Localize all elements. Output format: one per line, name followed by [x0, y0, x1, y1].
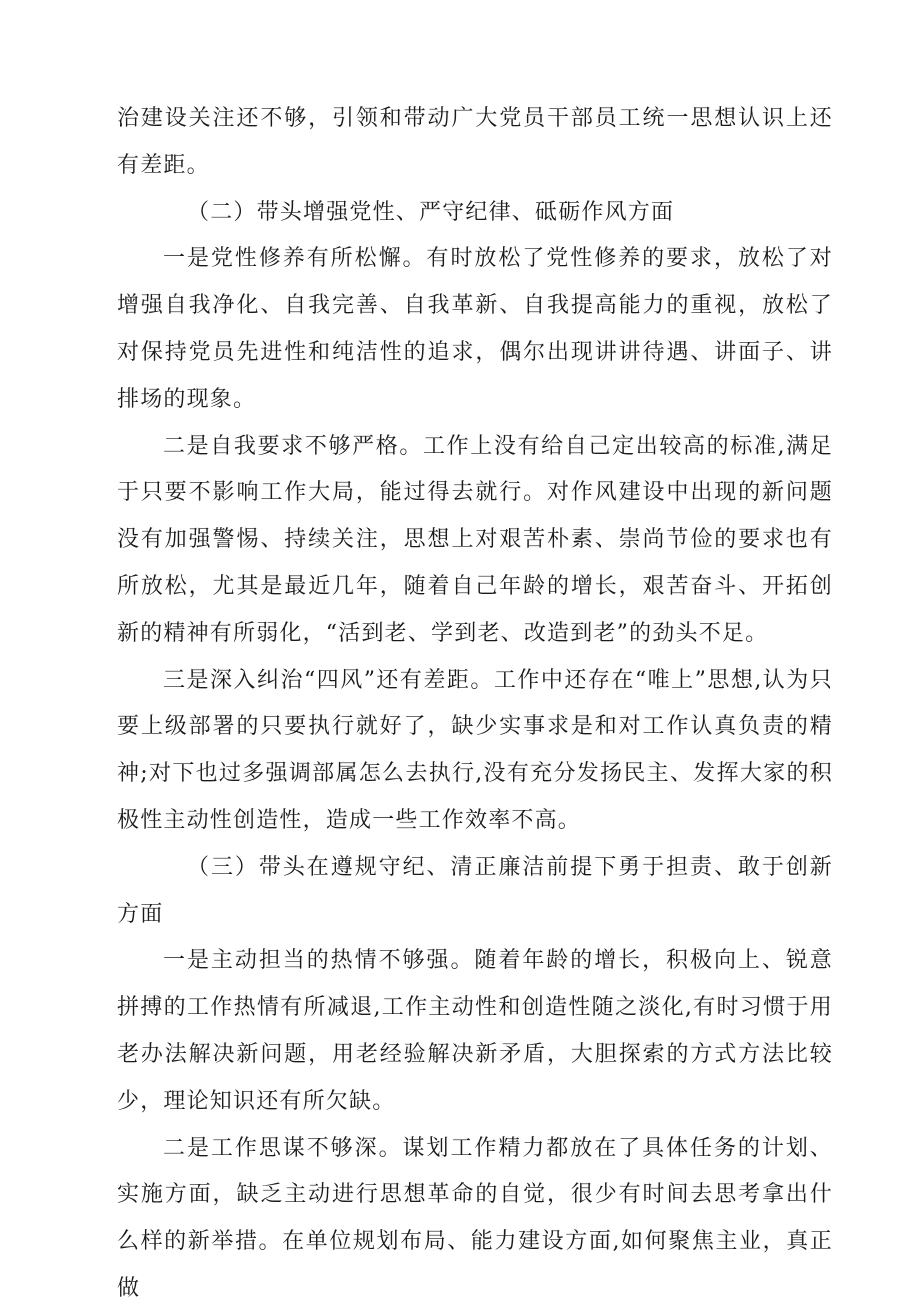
section-heading-2: （二）带头增强党性、严守纪律、砥砺作风方面 [187, 199, 675, 225]
document-page [117, 96, 833, 1313]
body-paragraph: 一是党性修养有所松懈。有时放松了党性修养的要求，放松了对增强自我净化、自我完善、自我革新、自我提高能力的重视，放松了对保持党员先进性和纯洁性的追求，偶尔出现讲讲待遇、讲面子、讲排场的现象。 [117, 246, 833, 412]
body-paragraph: 一是主动担当的热情不够强。随着年龄的增长，积极向上、锐意拼搏的工作热情有所减退,工作主动性和创造性随之淡化,有时习惯于用老办法解决新问题，用老经验解决新矛盾，大胆探索的方式方法比较少，理论知识还有所欠缺。 [117, 948, 833, 1114]
body-paragraph: 二是自我要求不够严格。工作上没有给自己定出较高的标准,满足于只要不影响工作大局，能过得去就行。对作风建设中出现的新问题没有加强警惕、持续关注，思想上对艰苦朴素、崇尚节俭的要求也有所放松，尤其是最近几年，随着自己年龄的增长，艰苦奋斗、开拓创新的精神有所弱化，“活到老、学到老、改造到老”的劲头不足。 [117, 433, 833, 646]
body-paragraph-continued: 治建设关注还不够，引领和带动广大党员干部员工统一思想认识上还有差距。 [117, 106, 833, 178]
body-paragraph: 二是工作思谋不够深。谋划工作精力都放在了具体任务的计划、实施方面，缺乏主动进行思想革命的自觉，很少有时间去思考拿出什么样的新举措。在单位规划布局、能力建设方面,如何聚焦主业，真正做 [117, 1135, 833, 1301]
section-heading-3: （三）带头在遵规守纪、清正廉洁前提下勇于担责、敢于创新方面 [117, 854, 833, 927]
body-paragraph: 三是深入纠治“四风”还有差距。工作中还存在“唯上”思想,认为只要上级部署的只要执行就好了，缺少实事求是和对工作认真负责的精神;对下也过多强调部属怎么去执行,没有充分发扬民主、发挥大家的积极性主动性创造性，造成一些工作效率不高。 [117, 667, 833, 833]
